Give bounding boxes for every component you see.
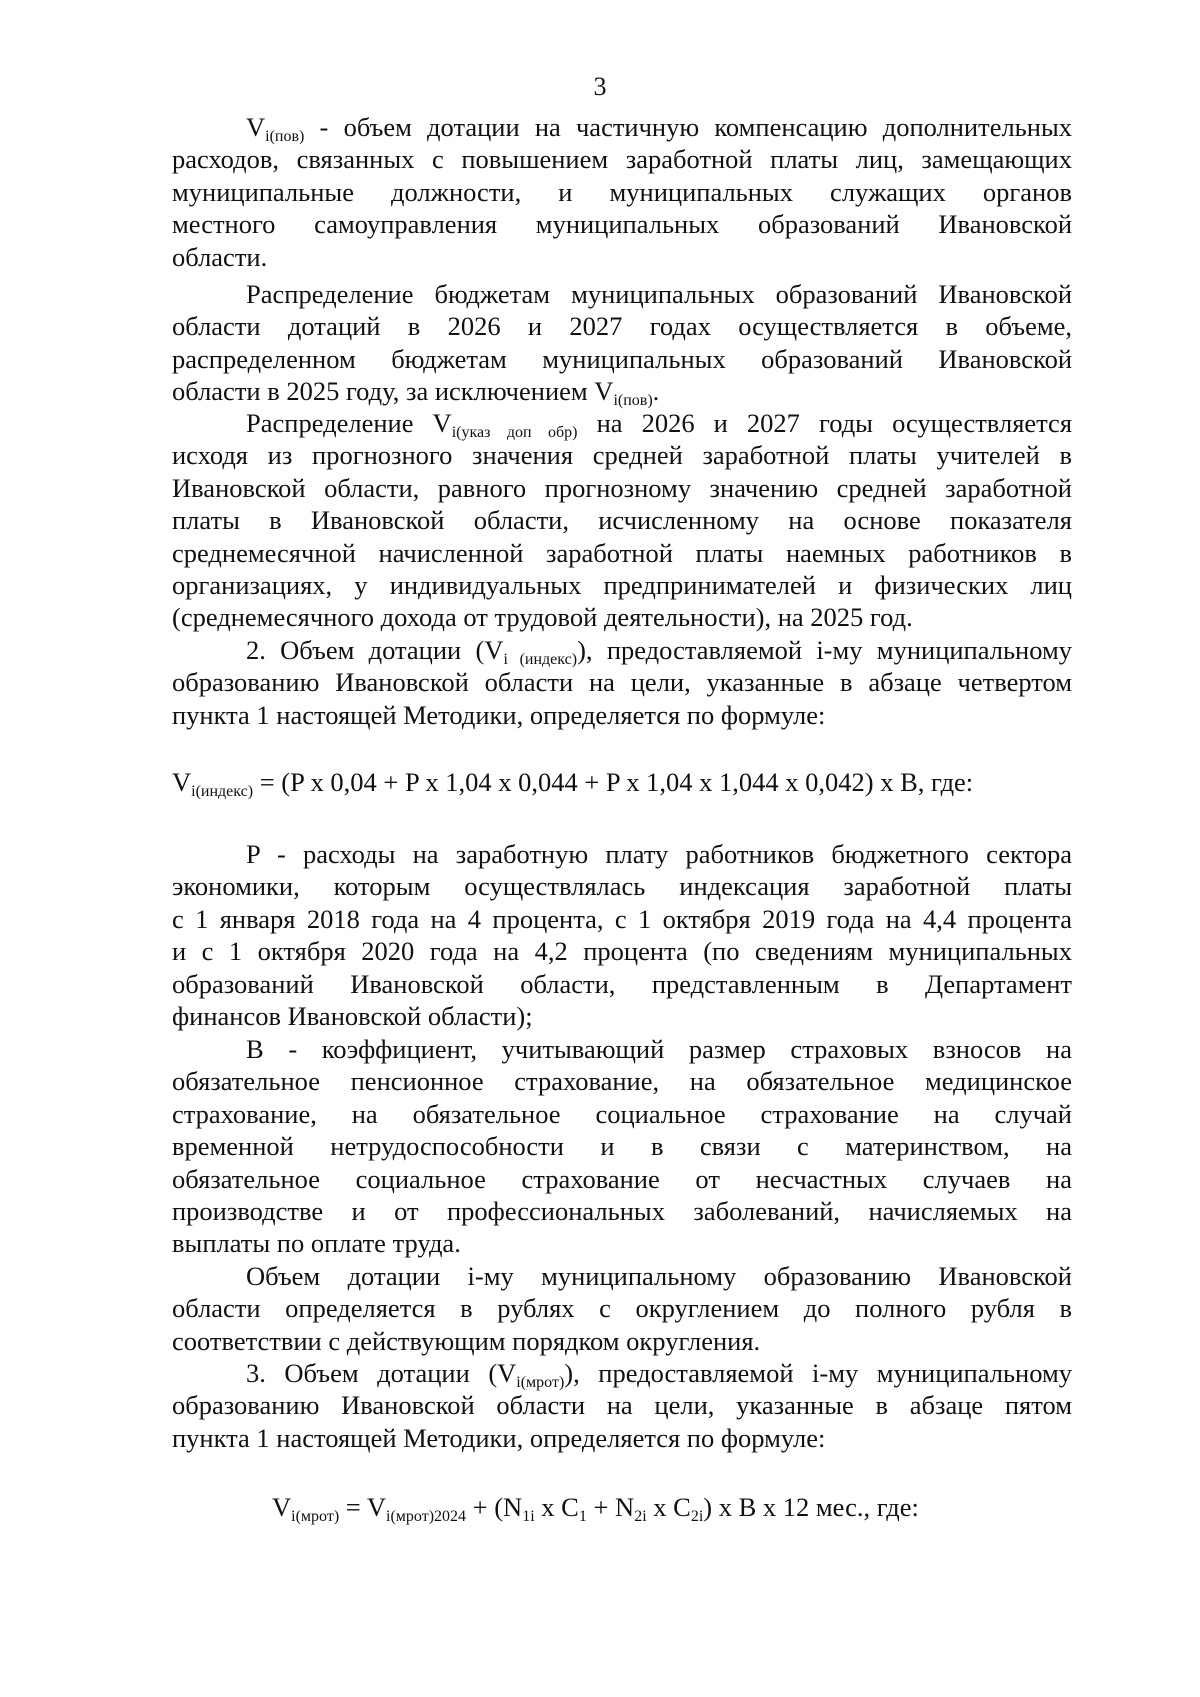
text-line: 2. Объем дотации $(V_{i (индекс)})$, предоставляемой i-му муниципальному	[246, 635, 1072, 668]
text-line: расходов, связанных с повышением заработной платы лиц, замещающих	[172, 144, 1072, 175]
text-line: области в 2025 году, за исключением $V_{i(пов)}$.	[172, 376, 660, 410]
paragraph-p-definition	[172, 838, 1072, 1032]
paragraph-v-ukaz-distribution	[172, 407, 1072, 634]
text-line: экономики, которым осуществлялась индексация заработной платы	[172, 871, 1072, 902]
text-line: страхование, на обязательное социальное страхование на случай	[172, 1098, 1072, 1129]
text-line: области.	[172, 241, 268, 272]
formula-v-index: $V_{i(индекс)} = (P$ x 0,04 + P x 1,04 x 0,044 + P x 1,04 x 1,044 x 0,042) x B, где:	[172, 767, 974, 800]
text-line: Объем дотации i-му муниципальному образованию Ивановской	[246, 1261, 1072, 1291]
text-line: образованию Ивановской области на цели, указанные в абзаце пятом	[172, 1390, 1072, 1421]
paragraph-item-2	[172, 634, 1072, 731]
text-line: среднемесячной начисленной заработной платы наемных работников в	[172, 537, 1072, 568]
text-line: организациях, у индивидуальных предпринимателей и физических лиц	[172, 569, 1072, 600]
formula-v-mrot: $V_{i(мрот)} = V_{i(мрот)2024} + (N_{1i}$ x $C_1 + N_{2i}$ x $C_{2i}$) x B x 12 мес., где:	[272, 1492, 919, 1525]
text-line: образованию Ивановской области на цели, указанные в абзаце четвертом	[172, 667, 1072, 698]
text-line: исходя из прогнозного значения средней заработной платы учителей в	[172, 440, 1072, 471]
paragraph-b-definition	[172, 1033, 1072, 1260]
text-line: P - расходы на заработную плату работников бюджетного сектора	[246, 839, 1072, 869]
text-line: B - коэффициент, учитывающий размер страховых взносов на	[246, 1034, 1072, 1064]
text-line: и с 1 октября 2020 года на 4,2 процента (по сведениям муниципальных	[172, 936, 1072, 967]
text-line: соответствии с действующим порядком округления.	[172, 1325, 761, 1356]
text-line: производстве и от профессиональных заболеваний, начисляемых на	[172, 1195, 1072, 1226]
text-line: $V_{i(пов)}$ - объем дотации на частичную компенсацию дополнительных	[246, 112, 1072, 145]
text-line: обязательное социальное страхование от несчастных случаев на	[172, 1163, 1072, 1194]
text-line: выплаты по оплате труда.	[172, 1228, 461, 1259]
text-line: с 1 января 2018 года на 4 процента, с 1 октября 2019 года на 4,4 процента	[172, 903, 1072, 934]
text-line: Распределение $V_{i(указ доп обр)}$ на 2026 и 2027 годы осуществляется	[246, 408, 1073, 441]
text-line: временной нетрудоспособности и в связи с материнством, на	[172, 1131, 1072, 1162]
text-line: обязательное пенсионное страхование, на обязательное медицинское	[172, 1066, 1072, 1097]
text-line: Распределение бюджетам муниципальных образований Ивановской	[246, 279, 1072, 309]
text-line: местного самоуправления муниципальных образований Ивановской	[172, 209, 1072, 240]
text-line: финансов Ивановской области);	[172, 1000, 533, 1031]
text-line: (среднемесячного дохода от трудовой деятельности), на 2025 год.	[172, 602, 913, 633]
text-line: Ивановской области, равного прогнозному значению средней заработной	[172, 472, 1072, 503]
page-number: 3	[593, 72, 607, 101]
text-line: образований Ивановской области, представленным в Департамент	[172, 968, 1072, 999]
paragraph-rounding	[172, 1260, 1072, 1357]
text-line: муниципальные должности, и муниципальных служащих органов	[172, 176, 1072, 207]
paragraph-distribution-2026-2027	[172, 278, 1072, 408]
text-line: области определяется в рублях с округлением до полного рубля в	[172, 1293, 1072, 1324]
text-line: 3. Объем дотации $(V_{i(мрот)})$, предоставляемой i-му муниципальному	[246, 1358, 1072, 1391]
paragraph-item-3	[172, 1357, 1072, 1454]
text-line: распределенном бюджетам муниципальных образований Ивановской	[172, 343, 1072, 374]
text-line: области дотаций в 2026 и 2027 годах осуществляется в объеме,	[172, 311, 1072, 342]
text-line: пункта 1 настоящей Методики, определяется по формуле:	[172, 1422, 826, 1453]
paragraph-v-pov-definition	[172, 111, 1072, 273]
text-line: платы в Ивановской области, исчисленному на основе показателя	[172, 505, 1072, 536]
text-line: пункта 1 настоящей Методики, определяется по формуле:	[172, 699, 826, 730]
